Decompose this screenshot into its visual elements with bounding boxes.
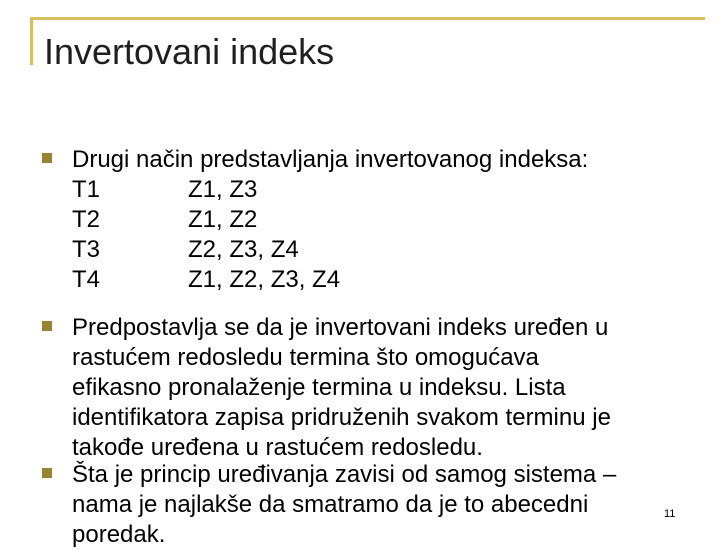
- index-postings: Z1, Z2: [188, 206, 258, 233]
- text-line: poredak.: [72, 521, 166, 548]
- text-line: Šta je princip uređivanja zavisi od samog sistema –: [72, 461, 617, 488]
- text-line: rastućem redosledu termina što omogućava: [72, 344, 539, 371]
- page-number: 11: [664, 508, 676, 520]
- bullet-1-text: Drugi način predstavljanja invertovanog indeksa:: [72, 146, 589, 173]
- bullet-3-text: [72, 460, 672, 550]
- bullet-square-icon: [42, 153, 52, 163]
- bullet-square-icon: [42, 468, 52, 478]
- text-line: efikasno pronalaženje termina u indeksu. Lista: [72, 374, 566, 401]
- index-term: T2: [72, 206, 101, 233]
- index-term: T3: [72, 236, 101, 263]
- index-term: T4: [72, 266, 101, 293]
- index-term: T1: [72, 176, 101, 203]
- text-line: nama je najlakše da smatramo da je to abecedni: [72, 491, 589, 518]
- index-postings: Z1, Z2, Z3, Z4: [188, 266, 341, 293]
- bullet-square-icon: [42, 321, 52, 331]
- text-line: takođe uređena u rastućem redosledu.: [72, 434, 483, 461]
- index-postings: Z1, Z3: [188, 176, 258, 203]
- bullet-2-text: [72, 313, 672, 463]
- slide-title: Invertovani indeks: [44, 31, 335, 72]
- index-postings: Z2, Z3, Z4: [188, 236, 299, 263]
- text-line: Predpostavlja se da je invertovani indeks uređen u: [72, 314, 609, 341]
- text-line: identifikatora zapisa pridruženih svakom terminu je: [72, 404, 611, 431]
